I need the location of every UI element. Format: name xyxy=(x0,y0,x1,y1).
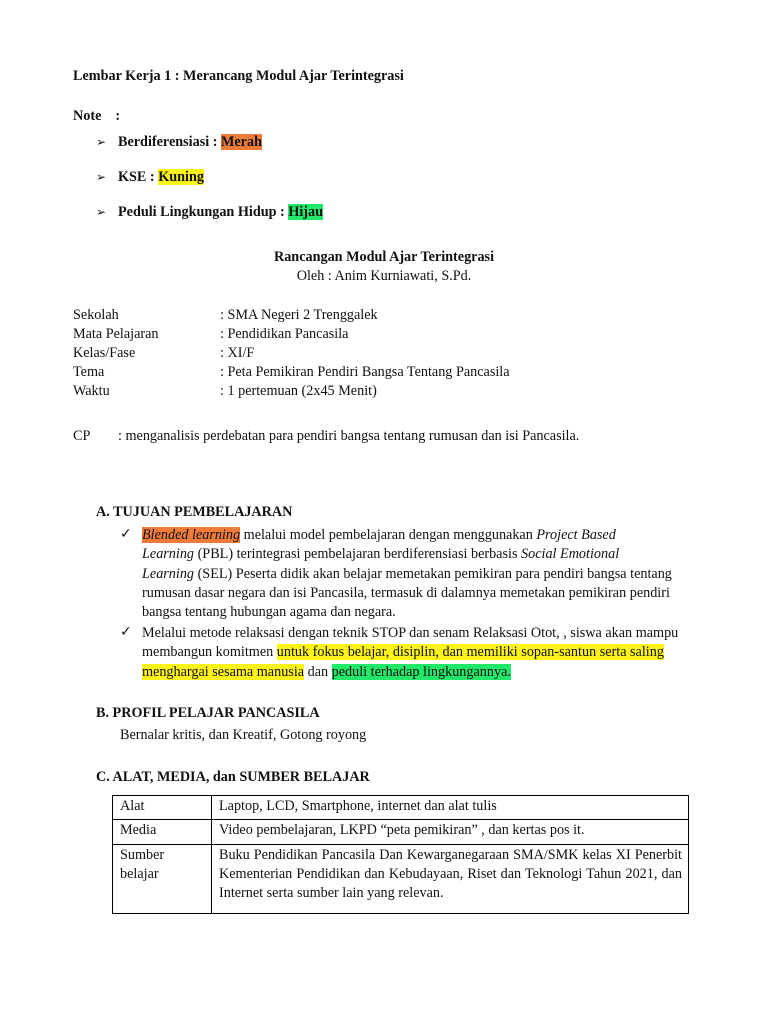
text-run: (SEL) Peserta didik akan belajar memetakan pemikiran para pendiri bangsa tentang rumusan dasar negara dan isi Pancasila, termasuk di dalamnya memetakan pemikiran pendiri bangsa tentang hubungan agama dan negara. xyxy=(142,565,672,621)
checkmark-icon: ✓ xyxy=(120,624,132,640)
identity-label: Waktu xyxy=(73,383,110,399)
table-row xyxy=(113,820,689,844)
note-colon: : xyxy=(115,108,121,124)
resources-table xyxy=(112,795,689,914)
table-row xyxy=(113,796,689,820)
identity-value: : 1 pertemuan (2x45 Menit) xyxy=(220,383,377,399)
table-cell-label: Media xyxy=(113,820,212,844)
identity-label: Mata Pelajaran xyxy=(73,326,159,342)
section-a-heading: A. TUJUAN PEMBELAJARAN xyxy=(96,504,293,520)
hl-kse: untuk fokus belajar, disiplin, dan memiliki sopan-santun serta saling menghargai sesama manusia xyxy=(142,644,664,680)
worksheet-title: Lembar Kerja 1 : Merancang Modul Ajar Terintegrasi xyxy=(73,68,404,84)
arrow-bullet-icon: ➢ xyxy=(96,170,107,184)
note-item-label: Peduli Lingkungan Hidup : xyxy=(118,204,289,220)
arrow-bullet-icon: ➢ xyxy=(96,205,107,219)
identity-value: : XI/F xyxy=(220,345,255,361)
note-item-peduli-lingkungan xyxy=(96,204,323,221)
arrow-bullet-icon: ➢ xyxy=(96,135,107,149)
profil-text: Bernalar kritis, dan Kreatif, Gotong royong xyxy=(120,727,367,743)
identity-label: Kelas/Fase xyxy=(73,345,136,361)
section-c-heading: C. ALAT, MEDIA, dan SUMBER BELAJAR xyxy=(96,769,370,785)
identity-value: : Peta Pemikiran Pendiri Bangsa Tentang Pancasila xyxy=(220,364,510,380)
color-tag-merah: Merah xyxy=(220,134,262,150)
identity-label: Sekolah xyxy=(73,307,119,323)
module-title: Rancangan Modul Ajar Terintegrasi xyxy=(273,249,495,265)
table-cell-value: Video pembelajaran, LKPD “peta pemikiran” , dan kertas pos it. xyxy=(212,820,689,844)
text-run: Melalui metode relaksasi dengan teknik STOP dan senam Relaksasi Otot, , siswa akan mampu membangun komitmen xyxy=(142,625,679,661)
section-b-heading: B. PROFIL PELAJAR PANCASILA xyxy=(96,705,320,721)
hl-blended-learning: Blended learning xyxy=(142,527,241,543)
hl-peduli-lingkungan: peduli terhadap lingkungannya. xyxy=(331,663,511,680)
table-cell-label: Alat xyxy=(113,796,212,820)
table-cell-value: Buku Pendidikan Pancasila Dan Kewarganegaraan SMA/SMK kelas XI Penerbit Kementerian Pendidikan dan Kebudayaan, Riset dan Teknologi Tahun 2021, dan Internet serta sumber lain yang relevan. xyxy=(212,844,689,913)
color-tag-hijau: Hijau xyxy=(288,204,324,220)
note-item-label: Berdiferensiasi : xyxy=(118,134,221,150)
note-item-kse xyxy=(96,169,204,186)
italic-run: Project Based xyxy=(536,527,616,543)
text-run: melalui model pembelajaran dengan menggunakan xyxy=(240,527,537,543)
italic-run: Learning xyxy=(142,546,195,563)
table-cell-label: Sumber belajar xyxy=(113,844,212,913)
text-run: (PBL) terintegrasi pembelajaran berdiferensiasi berbasis xyxy=(194,546,522,563)
cp-label: CP xyxy=(73,428,91,444)
color-tag-kuning: Kuning xyxy=(158,169,204,185)
cp-text: : menganalisis perdebatan para pendiri bangsa tentang rumusan dan isi Pancasila. xyxy=(118,428,580,444)
tujuan-item-1-text xyxy=(142,526,690,622)
checkmark-icon: ✓ xyxy=(120,526,132,542)
italic-run: Learning xyxy=(142,565,195,582)
identity-value: : Pendidikan Pancasila xyxy=(220,326,349,342)
text-run: dan xyxy=(304,663,332,680)
table-row xyxy=(113,844,689,913)
table-cell-value: Laptop, LCD, Smartphone, internet dan alat tulis xyxy=(212,796,689,820)
identity-label: Tema xyxy=(73,364,105,380)
note-label-text: Note xyxy=(73,108,102,124)
note-item-berdiferensiasi xyxy=(96,134,262,151)
italic-run: Social Emotional xyxy=(521,546,620,563)
note-label xyxy=(73,108,120,125)
tujuan-item-2-text xyxy=(142,624,692,682)
identity-value: : SMA Negeri 2 Trenggalek xyxy=(220,307,378,323)
note-item-label: KSE : xyxy=(118,169,159,185)
module-author: Oleh : Anim Kurniawati, S.Pd. xyxy=(296,268,472,284)
